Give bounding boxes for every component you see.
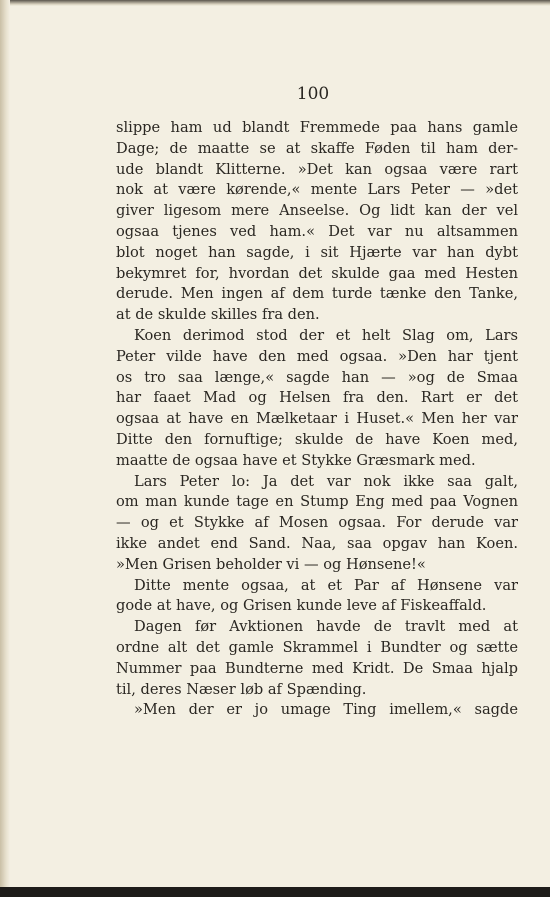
text-line: Lars Peter lo: Ja det var nok ikke saa galt, [134, 472, 518, 490]
body-text [116, 118, 518, 721]
text-line: at de skulde skilles fra den. [116, 306, 320, 324]
text-line: ude blandt Klitterne. »Det kan ogsaa være rart [116, 160, 518, 178]
text-line: Nummer paa Bundterne med Kridt. De Smaa hjalp [116, 659, 518, 677]
text-line: Dage; de maatte se at skaffe Føden til ham der- [116, 139, 518, 157]
text-line: har faaet Mad og Helsen fra den. Rart er det [116, 389, 518, 407]
text-line: — og et Stykke af Mosen ogsaa. For derude var [116, 514, 518, 532]
page-number: 100 [296, 84, 330, 104]
text-line: giver ligesom mere Anseelse. Og lidt kan der vel [116, 202, 518, 220]
text-line: blot noget han sagde, i sit Hjærte var han dybt [116, 243, 518, 261]
page-bottom-edge [0, 887, 550, 897]
text-line: Ditte mente ogsaa, at et Par af Hønsene var [134, 576, 518, 594]
text-line: »Men der er jo umage Ting imellem,« sagde [134, 701, 518, 719]
text-line: ogsaa tjenes ved ham.« Det var nu altsammen [116, 222, 518, 240]
text-line: gode at have, og Grisen kunde leve af Fiskeaffald. [116, 597, 487, 615]
text-line: om man kunde tage en Stump Eng med paa Vognen [116, 493, 518, 511]
text-line: derude. Men ingen af dem turde tænke den Tanke, [116, 285, 518, 303]
text-line: nok at være kørende,« mente Lars Peter — »det [116, 181, 518, 199]
page-binding-edge [0, 0, 10, 897]
text-line: ogsaa at have en Mælketaar i Huset.« Men her var [116, 410, 518, 428]
text-line: bekymret for, hvordan det skulde gaa med Hesten [116, 264, 518, 282]
text-line: ordne alt det gamle Skrammel i Bundter og sætte [116, 638, 518, 656]
text-line: os tro saa længe,« sagde han — »og de Smaa [116, 368, 518, 386]
text-line: Koen derimod stod der et helt Slag om, Lars [134, 326, 518, 344]
page-top-edge [0, 0, 550, 6]
text-line: Ditte den fornuftige; skulde de have Koen med, [116, 430, 518, 448]
text-line: ikke andet end Sand. Naa, saa opgav han Koen. [116, 534, 518, 552]
text-line: maatte de ogsaa have et Stykke Græsmark med. [116, 451, 476, 469]
text-line: slippe ham ud blandt Fremmede paa hans gamle [116, 119, 518, 136]
text-line: til, deres Næser løb af Spænding. [116, 680, 367, 698]
text-line: Dagen før Avktionen havde de travlt med at [134, 618, 518, 636]
text-line: »Men Grisen beholder vi — og Hønsene!« [116, 555, 426, 573]
text-line: Peter vilde have den med ogsaa. »Den har tjent [116, 347, 518, 365]
